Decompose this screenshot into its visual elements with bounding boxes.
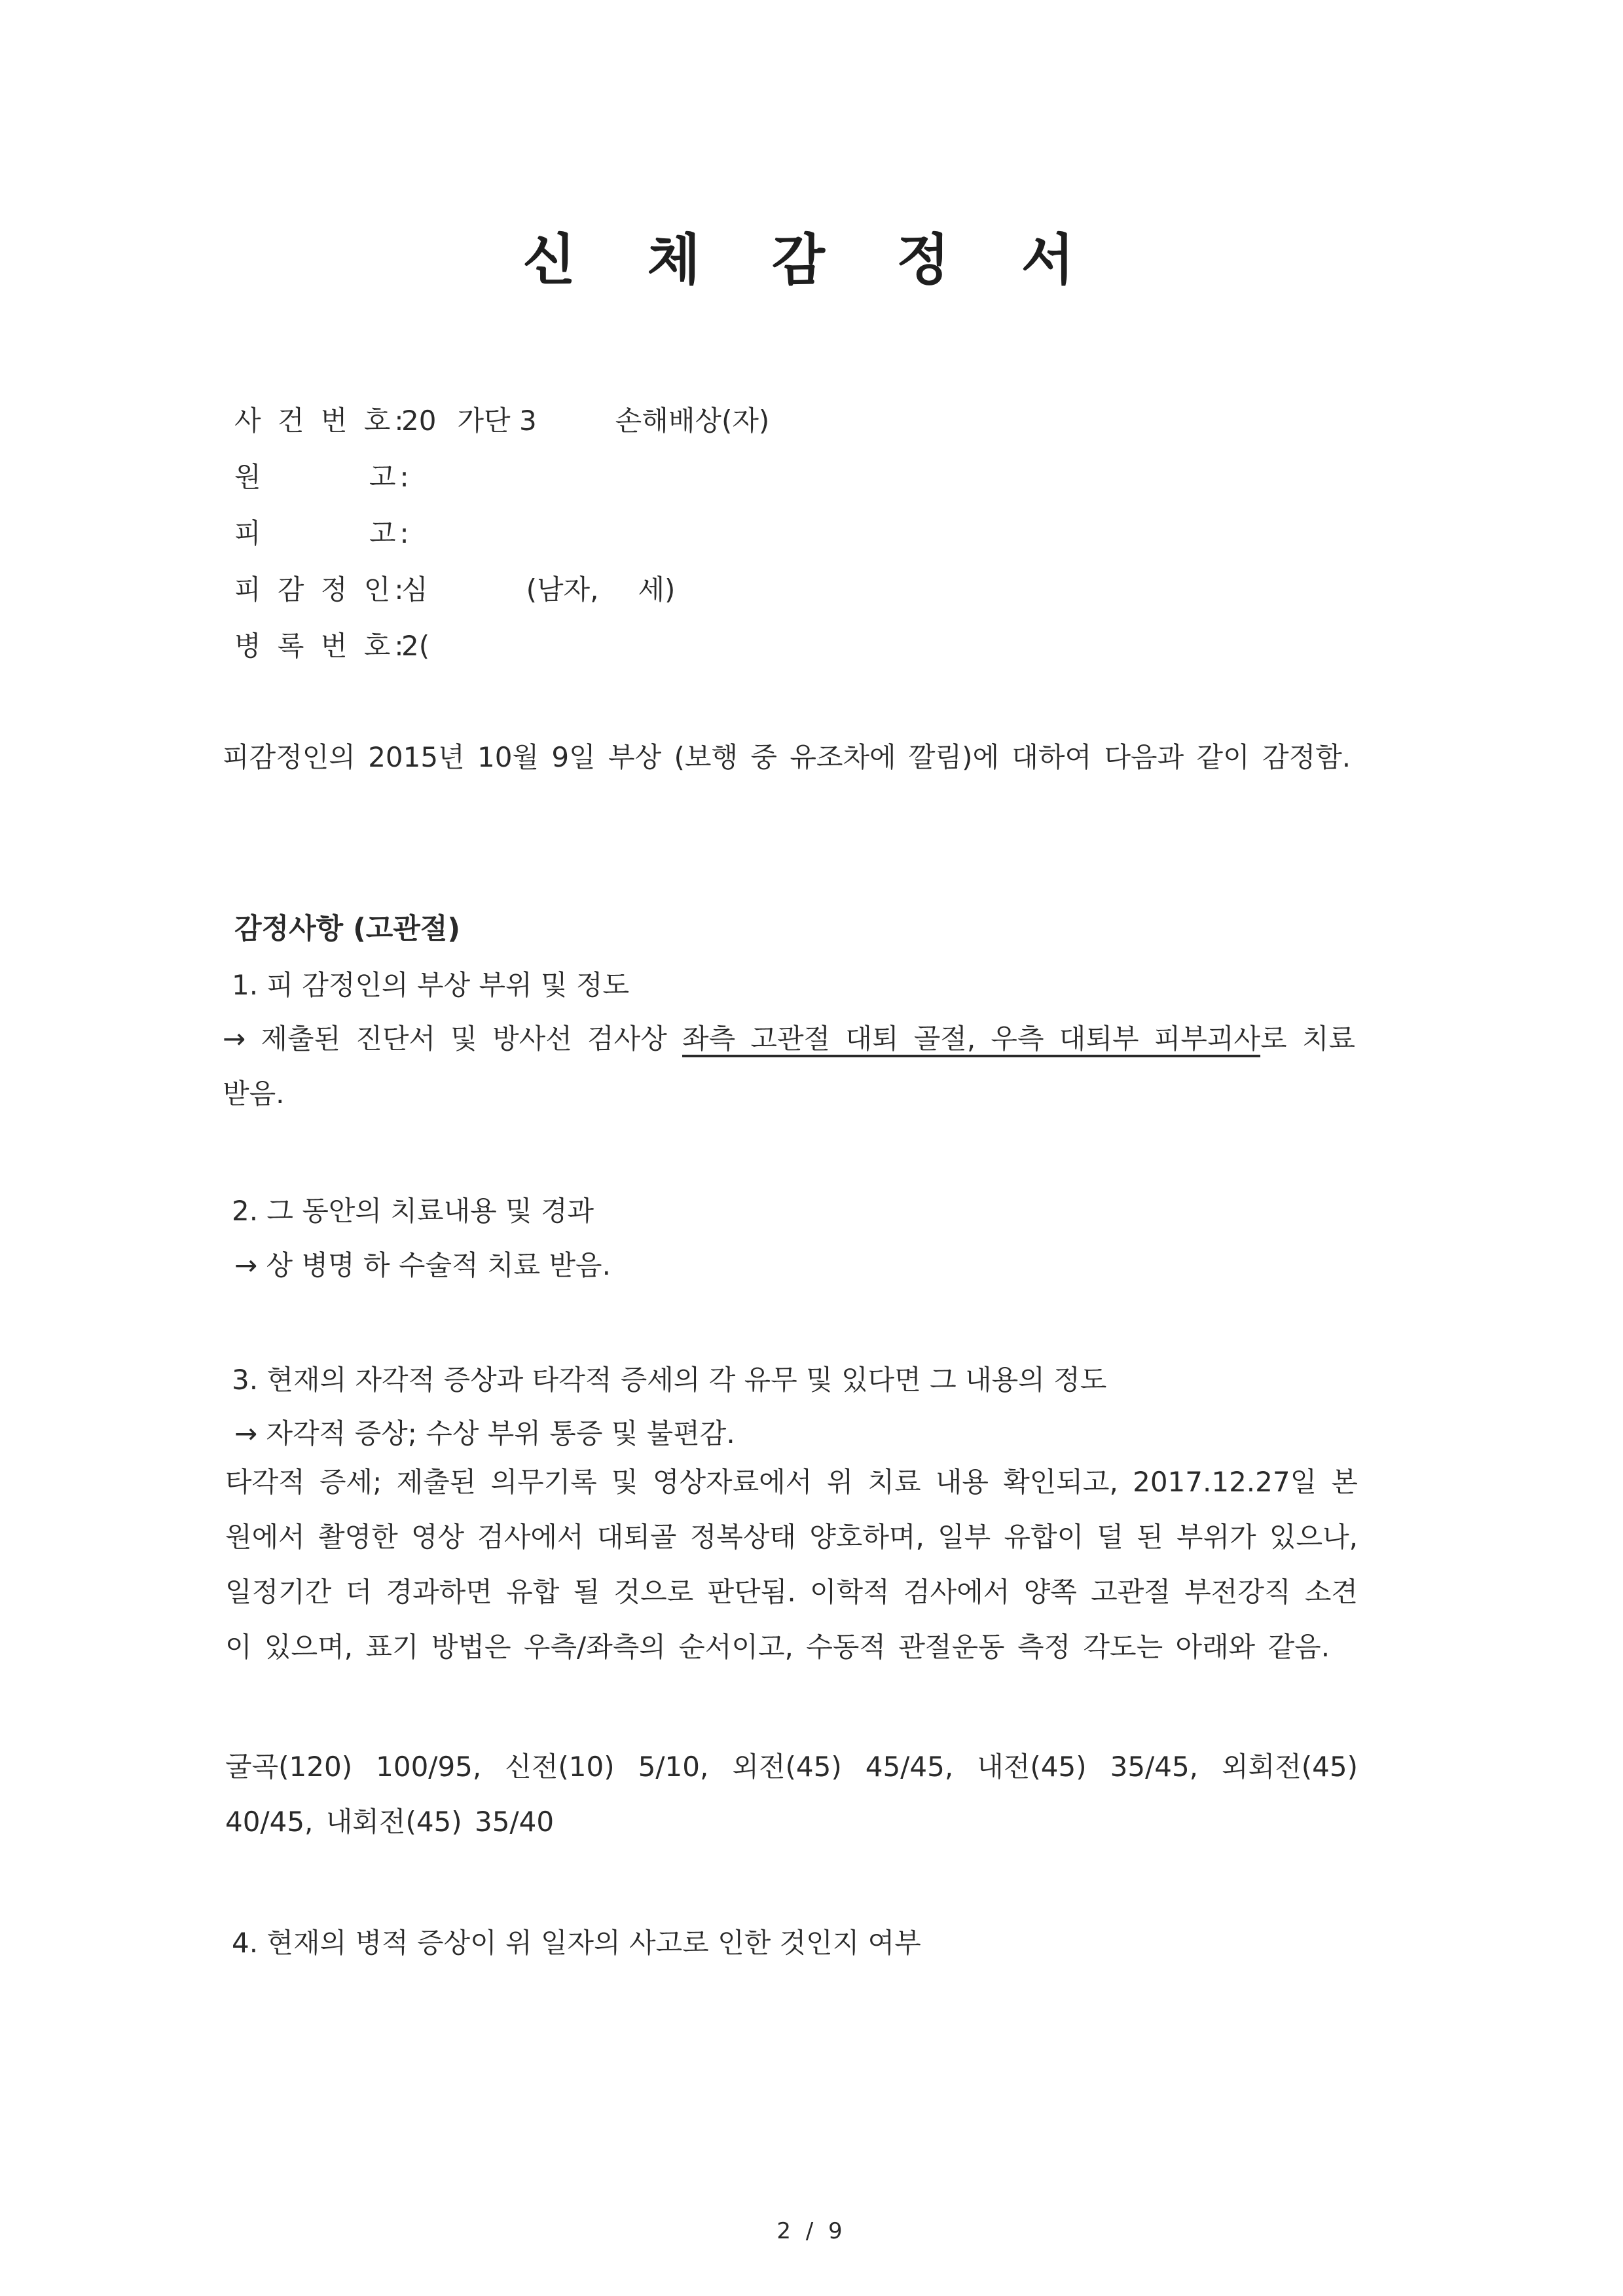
defendant-label: 피 고: xyxy=(234,517,413,549)
record-number-label: 병 록 번 호: xyxy=(234,630,408,662)
document-title: 신 체 감 정 서 xyxy=(522,228,1101,292)
item-1-answer-diagnosis: 좌측 고관절 대퇴 골절, 우측 대퇴부 피부괴사 xyxy=(682,1023,1261,1055)
case-number-type: 가단 3 xyxy=(457,405,537,437)
case-name: 손해배상(자) xyxy=(615,405,770,437)
plaintiff-row xyxy=(234,449,769,505)
case-number-row xyxy=(234,393,769,449)
page-number: 2 / 9 xyxy=(776,2218,847,2244)
case-info-block xyxy=(234,393,769,674)
item-3-objective: 타각적 증세; 제출된 의무기록 및 영상자료에서 위 치료 내용 확인되고, 2017.12.27일 본원에서 촬영한 영상 검사에서 대퇴골 정복상태 양호하며, 일부 유합이 덜 된 부위가 있으나, 일정기간 더 경과하면 유합 될 것으로 판단됨. 이학적 검사에서 양쪽 고관절 부전강직 소견이 있으며, 표기 방법은 우측/좌측의 순서이고, 수동적 관절운동 측정 각도는 아래와 같음. xyxy=(225,1466,1358,1663)
examinee-row xyxy=(234,562,769,618)
item-1-question: 1. 피 감정인의 부상 부위 및 정도 xyxy=(232,969,630,1001)
record-number-value: 2( xyxy=(401,630,430,662)
item-3-subjective: → 자각적 증상; 수상 부위 통증 및 불편감. xyxy=(234,1417,735,1449)
case-number-year: 20 xyxy=(401,405,437,437)
examinee-age: 세) xyxy=(638,574,676,606)
item-1-answer-prefix: → 제출된 진단서 및 방사선 검사상 xyxy=(223,1023,683,1055)
examinee-gender: (남자, xyxy=(526,574,599,606)
item-1-answer-suffix: 로 치료 받음. xyxy=(223,1023,1355,1110)
item-1-answer xyxy=(223,1011,1355,1121)
item-3-question: 3. 현재의 자각적 증상과 타각적 증세의 각 유무 및 있다면 그 내용의 정도 xyxy=(232,1364,1107,1396)
item-2-question: 2. 그 동안의 치료내용 및 경과 xyxy=(232,1195,594,1227)
case-number-label: 사 건 번 호: xyxy=(234,405,408,437)
examinee-label: 피 감 정 인: xyxy=(234,574,408,606)
item-2-answer: → 상 병명 하 수술적 치료 받음. xyxy=(234,1249,611,1281)
plaintiff-label: 원 고: xyxy=(234,461,413,493)
intro-paragraph: 피감정인의 2015년 10월 9일 부상 (보행 중 유조차에 깔림)에 대하여 다음과 같이 감정함. xyxy=(223,741,1351,773)
item-3-rom-values: 굴곡(120) 100/95, 신전(10) 5/10, 외전(45) 45/45, 내전(45) 35/45, 외회전(45) 40/45, 내회전(45) 35/40 xyxy=(225,1751,1358,1838)
item-4-question: 4. 현재의 병적 증상이 위 일자의 사고로 인한 것인지 여부 xyxy=(232,1927,921,1959)
record-number-row xyxy=(234,618,769,674)
section-heading: 감정사항 (고관절) xyxy=(234,913,461,945)
defendant-row xyxy=(234,505,769,562)
examinee-name: 심 xyxy=(401,574,428,606)
